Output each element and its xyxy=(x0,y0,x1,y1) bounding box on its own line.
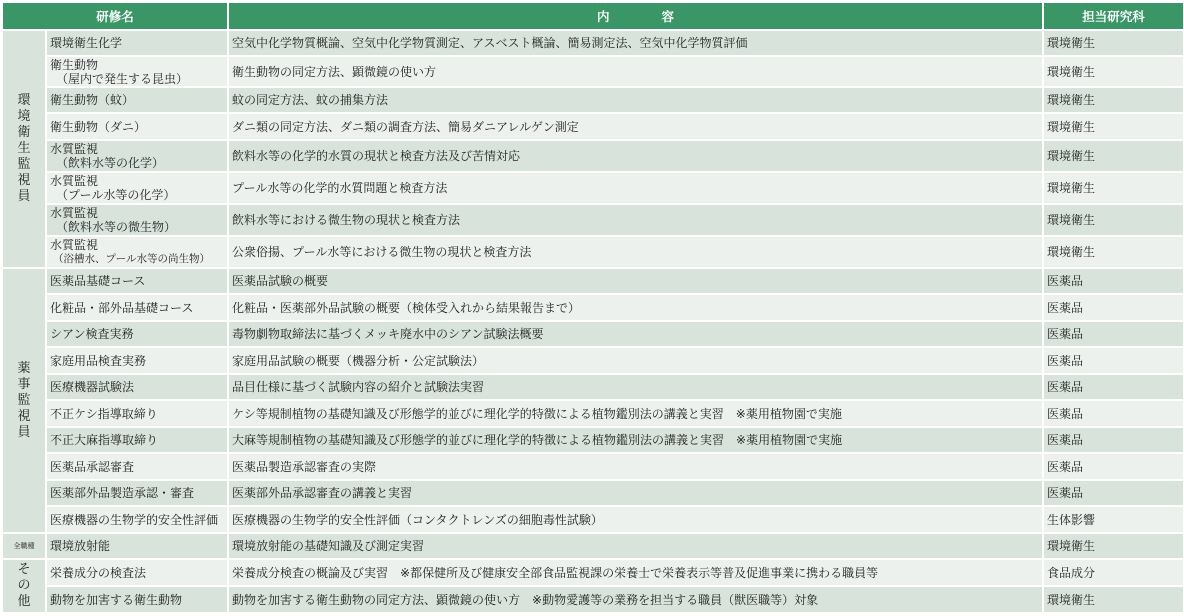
course-name-cell: シアン検査実務 xyxy=(46,321,228,347)
course-name-cell: 衛生動物 （屋内で発生する昆虫） xyxy=(46,56,228,87)
course-name-cell: 不正大麻指導取締り xyxy=(46,427,228,453)
course-name-cell: 化粧品・部外品基礎コース xyxy=(46,294,228,321)
department-cell: 環境衛生 xyxy=(1043,140,1184,172)
department-cell: 医薬品 xyxy=(1043,294,1184,321)
department-cell: 食品成分 xyxy=(1043,559,1184,586)
header-content xyxy=(228,2,1043,30)
course-content-cell: 毒物劇物取締法に基づくメッキ廃水中のシアン試験法概要 xyxy=(228,321,1043,347)
course-content-cell: 医薬部外品承認審査の講義と実習 xyxy=(228,480,1043,506)
course-name-cell: 医薬品基礎コース xyxy=(46,268,228,294)
course-content-cell: 家庭用品試験の概要（機器分析・公定試験法） xyxy=(228,347,1043,374)
table-row xyxy=(2,506,1184,533)
department-cell: 医薬品 xyxy=(1043,321,1184,347)
category-label: その他 xyxy=(17,562,31,609)
course-content-cell: 衛生動物の同定方法、顕微鏡の使い方 xyxy=(228,56,1043,87)
table-row xyxy=(2,204,1184,236)
department-cell: 医薬品 xyxy=(1043,400,1184,427)
course-name-cell: 水質監視 （飲料水等の微生物） xyxy=(46,204,228,236)
department-cell: 環境衛生 xyxy=(1043,586,1184,613)
department-cell: 医薬品 xyxy=(1043,453,1184,480)
department-cell: 環境衛生 xyxy=(1043,172,1184,204)
course-name-cell: 医薬品承認審査 xyxy=(46,453,228,480)
table-row xyxy=(2,400,1184,427)
table-row xyxy=(2,30,1184,56)
course-content-cell: 飲料水等における微生物の現状と検査方法 xyxy=(228,204,1043,236)
course-content-cell: 蚊の同定方法、蚊の捕集方法 xyxy=(228,87,1043,113)
table-row xyxy=(2,374,1184,400)
course-name-cell: 医療機器の生物学的安全性評価 xyxy=(46,506,228,533)
course-name-cell: 栄養成分の検査法 xyxy=(46,559,228,586)
course-content-cell: 医薬品試験の概要 xyxy=(228,268,1043,294)
table-row xyxy=(2,586,1184,613)
department-cell: 環境衛生 xyxy=(1043,533,1184,559)
department-cell: 環境衛生 xyxy=(1043,204,1184,236)
table-row xyxy=(2,113,1184,140)
table-row xyxy=(2,172,1184,204)
table-row xyxy=(2,56,1184,87)
course-content-cell: プール水等の化学的水質問題と検査方法 xyxy=(228,172,1043,204)
department-cell: 医薬品 xyxy=(1043,347,1184,374)
course-content-cell: ダニ類の同定方法、ダニ類の調査方法、簡易ダニアレルゲン測定 xyxy=(228,113,1043,140)
department-cell: 環境衛生 xyxy=(1043,87,1184,113)
training-course-table xyxy=(1,1,1184,614)
course-content-cell: 栄養成分検査の概論及び実習 ※都保健所及び健康安全部食品監視課の栄養士で栄養表示等普及促進事業に携わる職員等 xyxy=(228,559,1043,586)
course-content-cell: 飲料水等の化学的水質の現状と検査方法及び苦情対応 xyxy=(228,140,1043,172)
department-cell: 生体影響 xyxy=(1043,506,1184,533)
course-name-cell: 水質監視 （浴槽水、プール水等の尚生物） xyxy=(46,236,228,268)
department-cell: 環境衛生 xyxy=(1043,236,1184,268)
department-cell: 医薬品 xyxy=(1043,268,1184,294)
course-content-cell: 医療機器の生物学的安全性評価（コンタクトレンズの細胞毒性試験） xyxy=(228,506,1043,533)
header-department: 担当研究科 xyxy=(1043,2,1184,30)
table-row xyxy=(2,559,1184,586)
course-content-cell: 環境放射能の基礎知識及び測定実習 xyxy=(228,533,1043,559)
table-row xyxy=(2,453,1184,480)
table-row xyxy=(2,321,1184,347)
category-cell xyxy=(2,533,46,559)
table-row xyxy=(2,268,1184,294)
category-label: 環境衛生監視員 xyxy=(17,93,31,204)
course-name-cell: 動物を加害する衛生動物 xyxy=(46,586,228,613)
course-name-cell: 水質監視 （プール水等の化学） xyxy=(46,172,228,204)
department-cell: 環境衛生 xyxy=(1043,113,1184,140)
course-content-cell: 大麻等規制植物の基礎知識及び形態学的並びに理化学的特徴による植物鑑別法の講義と実習 ※薬用植物園で実施 xyxy=(228,427,1043,453)
department-cell: 医薬品 xyxy=(1043,374,1184,400)
course-content-cell: 化粧品・医薬部外品試験の概要（検体受入れから結果報告まで） xyxy=(228,294,1043,321)
course-name-cell: 不正ケシ指導取締り xyxy=(46,400,228,427)
department-cell: 医薬品 xyxy=(1043,480,1184,506)
course-content-cell: 医薬品製造承認審査の実際 xyxy=(228,453,1043,480)
header-content-char-2: 容 xyxy=(661,9,675,24)
table-row xyxy=(2,533,1184,559)
header-content-char-1: 内 xyxy=(597,9,610,24)
course-name-cell: 衛生動物（ダニ） xyxy=(46,113,228,140)
table-row xyxy=(2,140,1184,172)
table-row xyxy=(2,480,1184,506)
course-name-cell: 医薬部外品製造承認・審査 xyxy=(46,480,228,506)
department-cell: 環境衛生 xyxy=(1043,56,1184,87)
table-header-row xyxy=(2,2,1184,30)
category-cell xyxy=(2,559,46,613)
course-name-cell: 家庭用品検査実務 xyxy=(46,347,228,374)
course-content-cell: ケシ等規制植物の基礎知識及び形態学的並びに理化学的特徴による植物鑑別法の講義と実習 ※薬用植物園で実施 xyxy=(228,400,1043,427)
course-content-cell: 空気中化学物質概論、空気中化学物質測定、アスベスト概論、簡易測定法、空気中化学物質評価 xyxy=(228,30,1043,56)
category-cell xyxy=(2,268,46,533)
course-content-cell: 動物を加害する衛生動物の同定方法、顕微鏡の使い方 ※動物愛護等の業務を担当する職員（獣医職等）対象 xyxy=(228,586,1043,613)
department-cell: 環境衛生 xyxy=(1043,30,1184,56)
table-row xyxy=(2,87,1184,113)
table-row xyxy=(2,427,1184,453)
category-label: 全職種 xyxy=(13,541,35,550)
table-row xyxy=(2,236,1184,268)
course-name-cell: 環境衛生化学 xyxy=(46,30,228,56)
header-course-name: 研修名 xyxy=(2,2,228,30)
course-name-cell: 医療機器試験法 xyxy=(46,374,228,400)
course-content-cell: 品目仕様に基づく試験内容の紹介と試験法実習 xyxy=(228,374,1043,400)
course-name-cell: 衛生動物（蚊） xyxy=(46,87,228,113)
table-row xyxy=(2,294,1184,321)
course-name-cell: 環境放射能 xyxy=(46,533,228,559)
course-name-cell: 水質監視 （飲料水等の化学） xyxy=(46,140,228,172)
table-row xyxy=(2,347,1184,374)
department-cell: 医薬品 xyxy=(1043,427,1184,453)
course-content-cell: 公衆俗揚、プール水等における微生物の現状と検査方法 xyxy=(228,236,1043,268)
category-cell xyxy=(2,30,46,268)
category-label: 薬事監視員 xyxy=(17,360,31,440)
